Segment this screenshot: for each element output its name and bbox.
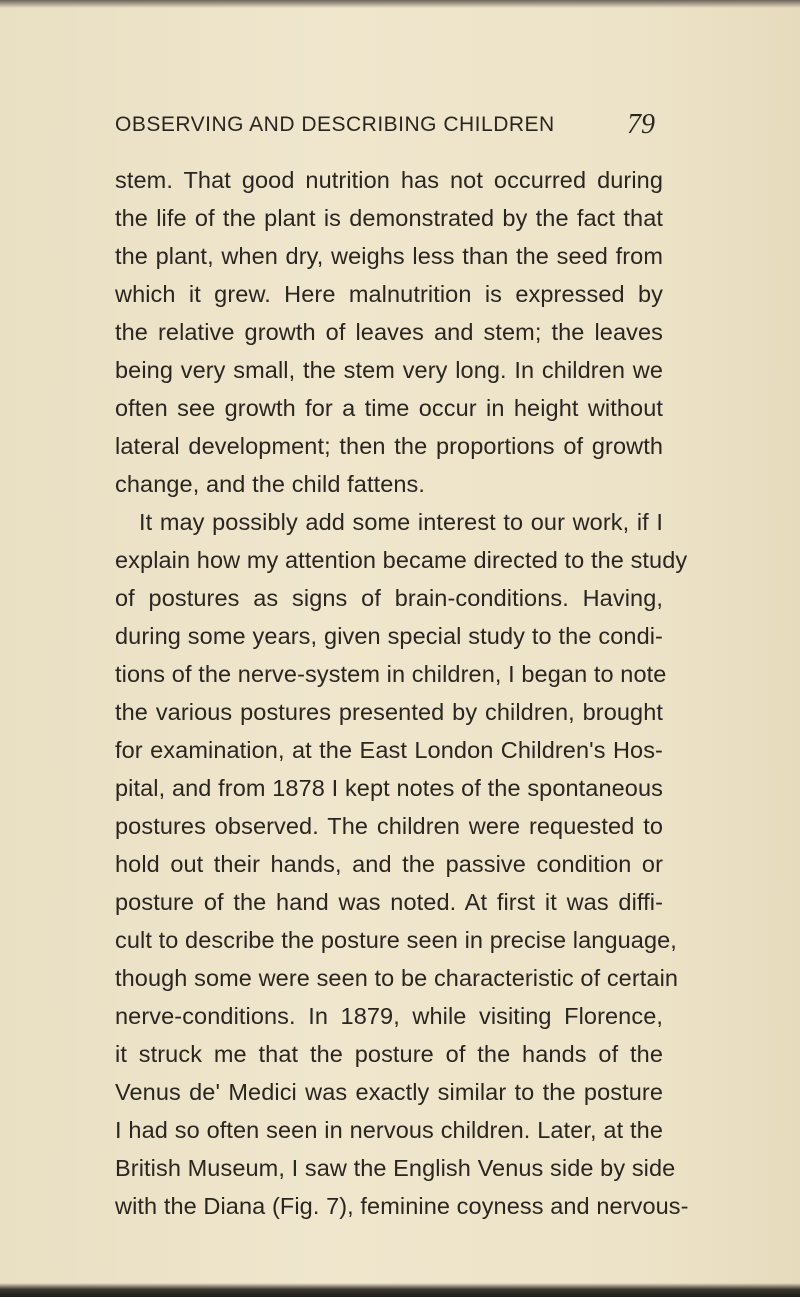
text-line: though some were seen to be characteristic of certain (115, 965, 679, 991)
text-line: the life of the plant is demonstrated by the fact that (115, 205, 663, 231)
text-line: pital, and from 1878 I kept notes of the spontaneous (115, 775, 663, 801)
text-line: postures observed. The children were requested to (115, 813, 663, 839)
text-line: which it grew. Here malnutrition is expressed by (115, 281, 663, 307)
text-line: the various postures presented by children, brought (115, 699, 663, 725)
text-line: with the Diana (Fig. 7), feminine coyness and nervous- (115, 1193, 689, 1219)
page-header (115, 108, 655, 142)
text-line: change, and the child fattens. (115, 471, 426, 497)
text-line: posture of the hand was noted. At first it was diffi- (115, 889, 663, 915)
text-line: British Museum, I saw the English Venus side by side (115, 1155, 676, 1181)
text-line: being very small, the stem very long. In children we (115, 357, 663, 383)
text-line: often see growth for a time occur in height without (115, 395, 663, 421)
text-line: I had so often seen in nervous children. Later, at the (115, 1117, 663, 1143)
page-bottom-edge (0, 1283, 800, 1297)
text-line: Venus de' Medici was exactly similar to the posture (115, 1079, 663, 1105)
text-line: stem. That good nutrition has not occurred during (115, 167, 663, 193)
running-title: OBSERVING AND DESCRIBING CHILDREN (115, 113, 555, 136)
text-line: for examination, at the East London Children's Hos- (115, 737, 663, 763)
text-line: explain how my attention became directed to the study (115, 547, 688, 573)
text-line: it struck me that the posture of the hands of the (115, 1041, 663, 1067)
text-line: tions of the nerve-system in children, I began to note (115, 661, 667, 687)
text-line: of postures as signs of brain-conditions. Having, (115, 585, 663, 611)
text-line: during some years, given special study to the condi- (115, 623, 663, 649)
page-top-edge (0, 0, 800, 8)
text-line: lateral development; then the proportions of growth (115, 433, 663, 459)
text-line: the relative growth of leaves and stem; the leaves (115, 319, 663, 345)
page-number: 79 (627, 109, 655, 140)
text-line: hold out their hands, and the passive condition or (115, 851, 663, 877)
body-text (115, 161, 689, 1225)
text-line: cult to describe the posture seen in precise language, (115, 927, 677, 953)
text-line: It may possibly add some interest to our work, if I (139, 509, 663, 535)
text-line: nerve-conditions. In 1879, while visiting Florence, (115, 1003, 663, 1029)
text-line: the plant, when dry, weighs less than the seed from (115, 243, 663, 269)
